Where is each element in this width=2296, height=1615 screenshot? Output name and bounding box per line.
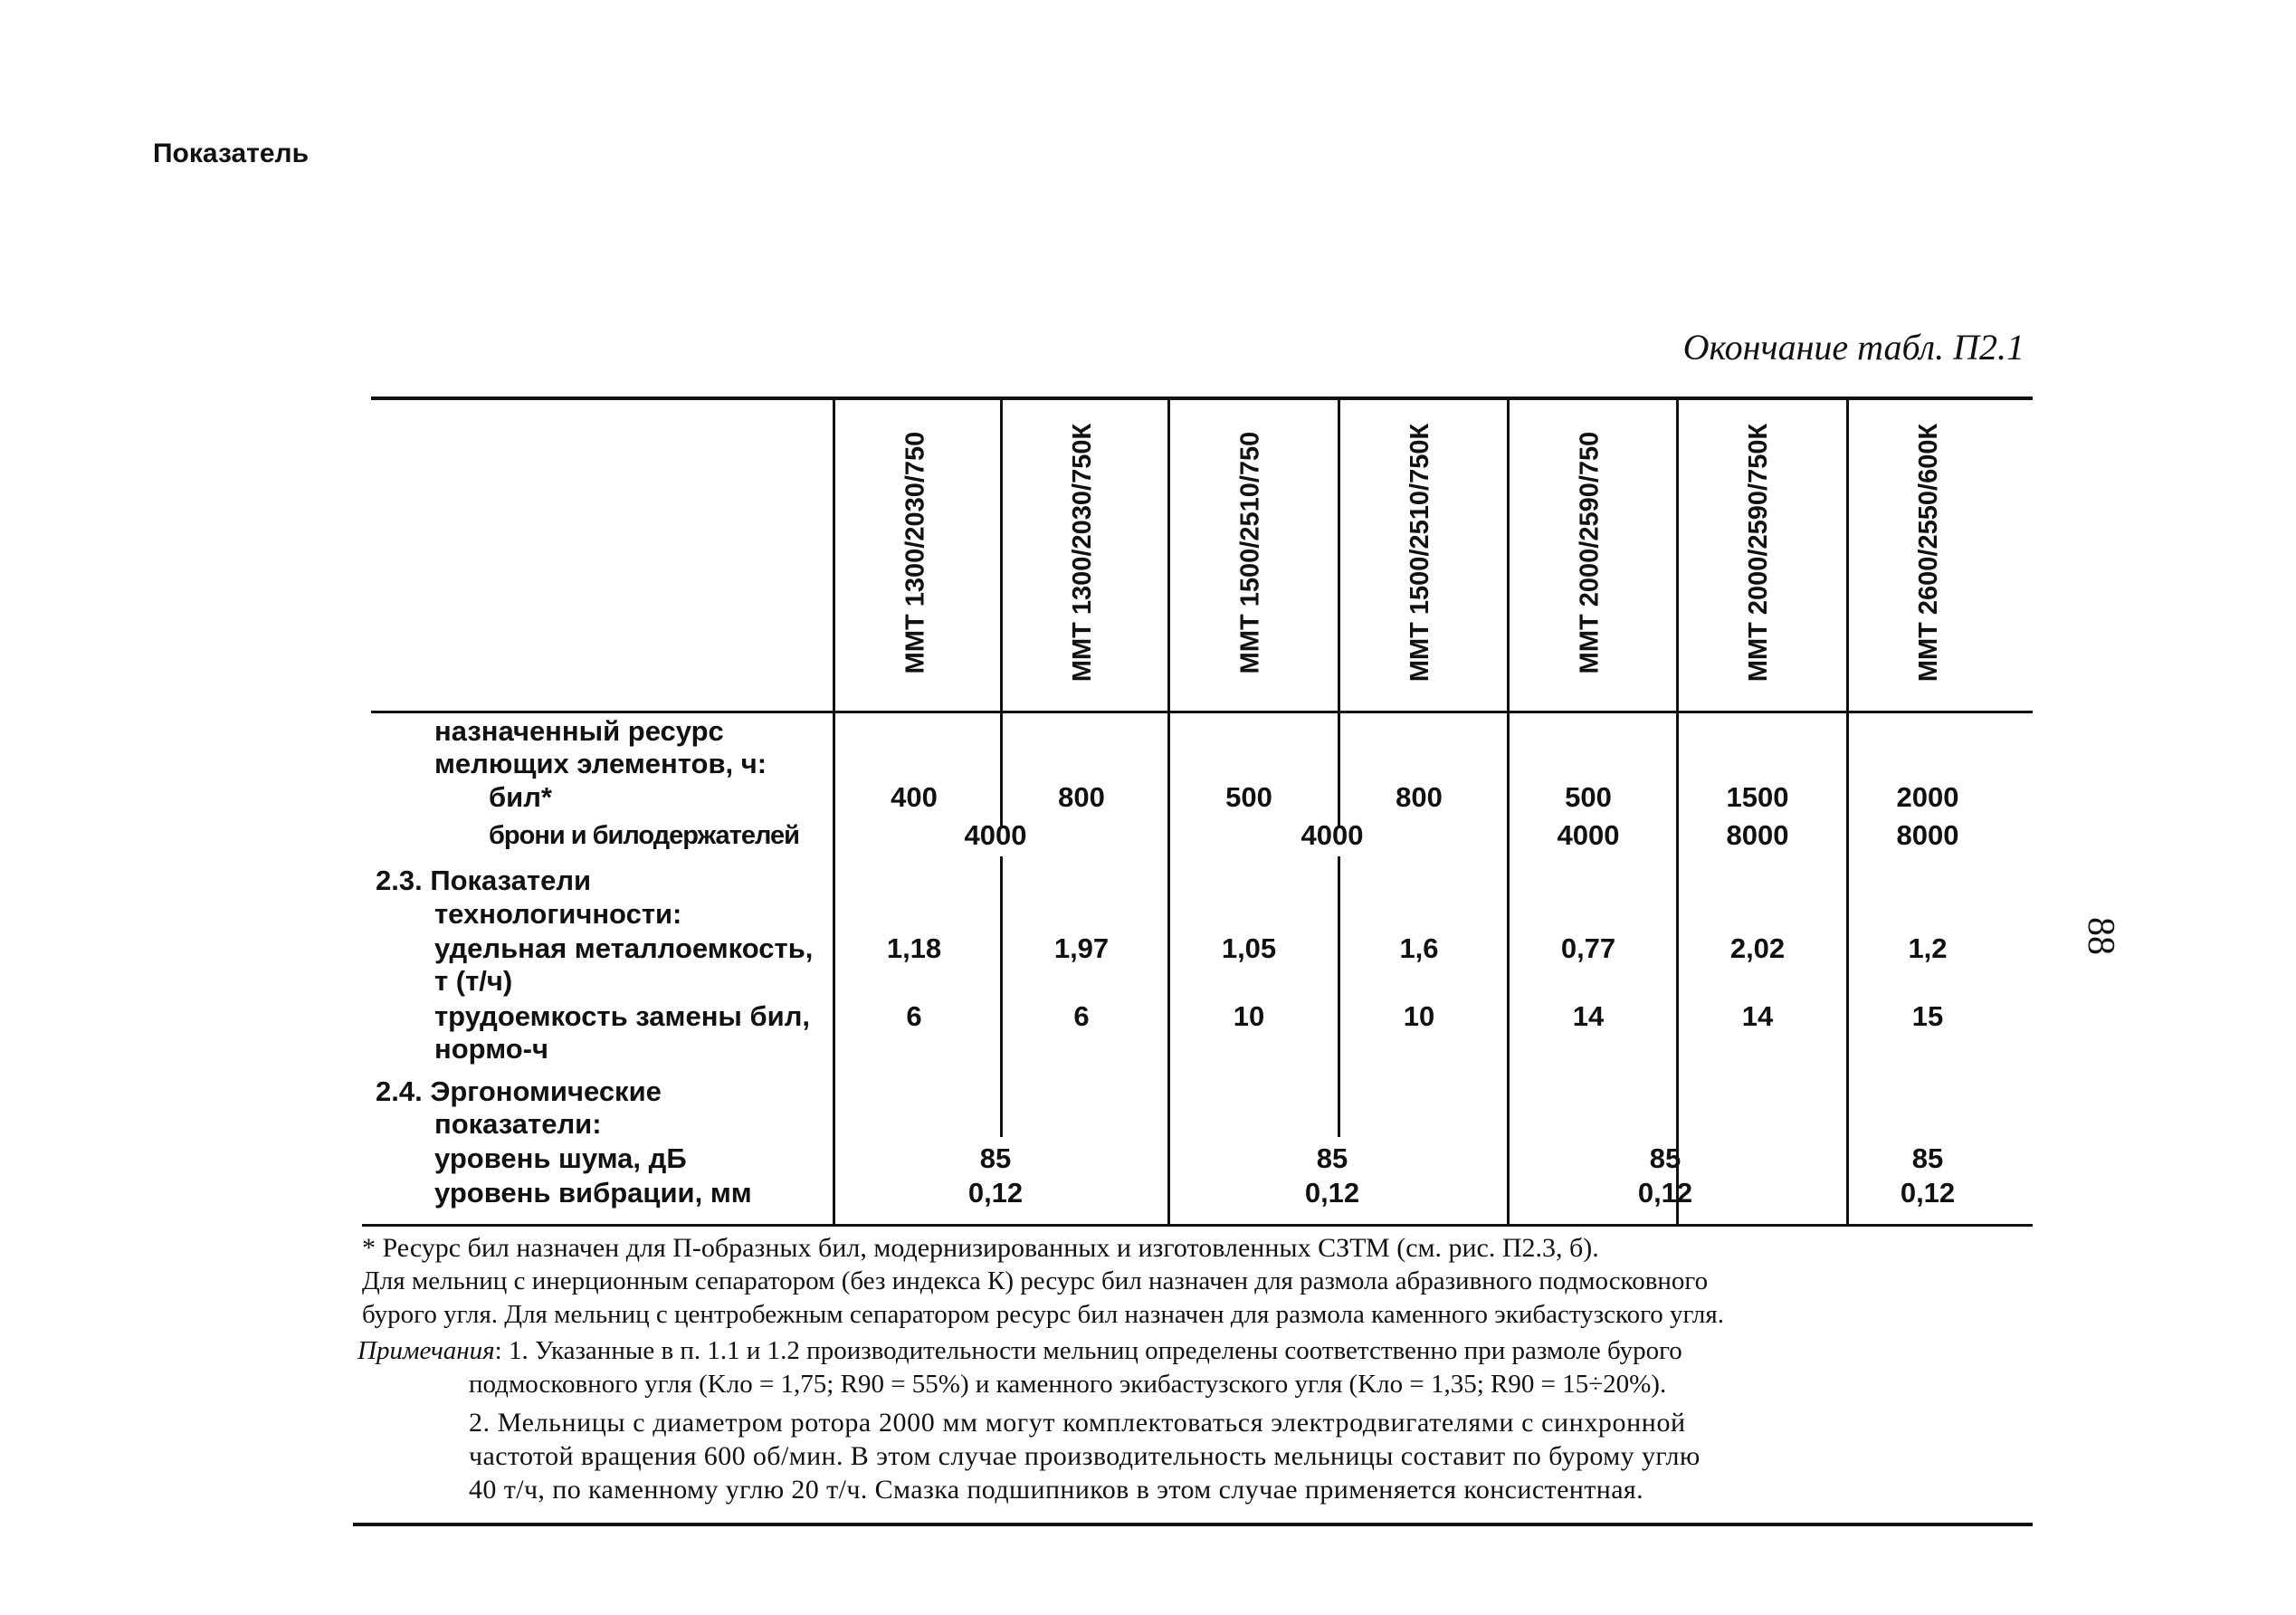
table-cell: 4000 bbox=[1300, 819, 1364, 851]
footnote-line: Для мельниц с инерционным сепаратором (без индекса К) ресурс бил назначен для размола абразивного подмосковного bbox=[362, 1266, 1709, 1295]
footnote-line: * Ресурс бил назначен для П-образных бил, модернизированных и изготовленных СЗТМ (см. рис. П2.3, б). bbox=[362, 1233, 1599, 1263]
row-label: трудоемкость замены бил, bbox=[434, 1000, 811, 1032]
table-cell: 0,77 bbox=[1560, 932, 1616, 964]
table-cell: 800 bbox=[1058, 781, 1105, 813]
table-cell: 0,12 bbox=[1637, 1177, 1693, 1209]
notes-line: частотой вращения 600 об/мин. В этом случае производительность мельницы составит по бурому углю bbox=[469, 1441, 1701, 1471]
column-header: ММТ 1500/2510/750 bbox=[1235, 431, 1265, 674]
section-heading: показатели: bbox=[434, 1108, 602, 1140]
table-cell: 15 bbox=[1911, 1000, 1944, 1032]
row-label: нормо-ч bbox=[434, 1033, 548, 1065]
section-heading: 2.3. Показатели bbox=[376, 865, 592, 896]
row-label: уровень вибрации, мм bbox=[434, 1177, 752, 1209]
row-label: уровень шума, дБ bbox=[434, 1142, 687, 1174]
section-heading: технологичности: bbox=[434, 898, 682, 930]
table-cell: 1,18 bbox=[886, 932, 942, 964]
table-cell: 14 bbox=[1572, 1000, 1605, 1032]
table-cell: 500 bbox=[1225, 781, 1272, 813]
table-cell: 0,12 bbox=[967, 1177, 1024, 1209]
footnote-line: бурого угля. Для мельниц с центробежным сепаратором ресурс бил назначен для размола каменного экибастузского угля. bbox=[362, 1300, 1724, 1329]
table-cell: 0,12 bbox=[1304, 1177, 1360, 1209]
table-cell: 85 bbox=[979, 1142, 1012, 1174]
table-cell: 1,97 bbox=[1053, 932, 1110, 964]
notes-line: 40 т/ч, по каменному углю 20 т/ч. Смазка подшипников в этом случае применяется консистентная. bbox=[469, 1475, 1644, 1505]
table-cell: 4000 bbox=[964, 819, 1027, 851]
notes-line: подмосковного угля (Kло = 1,75; R90 = 55%) и каменного экибастузского угля (Kло = 1,35; R90 = 15÷20%). bbox=[469, 1370, 1667, 1399]
notes-label: Примечания bbox=[357, 1336, 495, 1365]
table-cell: 14 bbox=[1741, 1000, 1774, 1032]
column-header: ММТ 2600/2550/600К bbox=[1914, 423, 1944, 682]
row-label: назначенный ресурс bbox=[434, 715, 724, 747]
column-header: ММТ 1300/2030/750К bbox=[1068, 423, 1098, 682]
table-cell: 1500 bbox=[1726, 781, 1789, 813]
table-cell: 6 bbox=[1073, 1000, 1090, 1032]
row-label: брони и билодержателей bbox=[489, 821, 799, 850]
table-cell: 400 bbox=[891, 781, 938, 813]
col-divider-partial bbox=[1338, 713, 1340, 827]
notes-line: 2. Мельницы с диаметром ротора 2000 мм могут комплектоваться электродвигателями с синхронной bbox=[469, 1408, 1686, 1438]
section-heading: 2.4. Эргономические bbox=[376, 1075, 662, 1107]
row-label: бил* bbox=[489, 781, 552, 813]
table-bottom-rule bbox=[362, 1224, 2033, 1227]
table-cell: 1,05 bbox=[1221, 932, 1277, 964]
col-divider-partial bbox=[1000, 856, 1003, 1137]
table-cell: 85 bbox=[1649, 1142, 1682, 1174]
table-cell: 800 bbox=[1396, 781, 1443, 813]
table-cell: 8000 bbox=[1896, 819, 1959, 851]
table-caption: Окончание табл. П2.1 bbox=[1682, 327, 2024, 368]
table-cell: 500 bbox=[1565, 781, 1612, 813]
table-cell: 6 bbox=[906, 1000, 922, 1032]
row-label: мелющих элементов, ч: bbox=[434, 748, 767, 779]
table-cell: 85 bbox=[1911, 1142, 1944, 1174]
table-cell: 0,12 bbox=[1900, 1177, 1956, 1209]
table-cell: 85 bbox=[1316, 1142, 1348, 1174]
header-bottom-rule bbox=[371, 711, 2033, 713]
parameter-column-header: Показатель bbox=[152, 139, 310, 168]
row-label: удельная металлоемкость, bbox=[434, 932, 814, 964]
column-header: ММТ 2000/2590/750 bbox=[1575, 431, 1605, 674]
row-label: т (т/ч) bbox=[434, 965, 513, 997]
col-divider-partial bbox=[1000, 713, 1003, 827]
table-cell: 10 bbox=[1233, 1000, 1265, 1032]
page-number: 88 bbox=[2080, 917, 2121, 955]
table-cell: 1,6 bbox=[1399, 932, 1439, 964]
table-cell: 2000 bbox=[1896, 781, 1959, 813]
column-header: ММТ 1300/2030/750 bbox=[900, 431, 930, 674]
table-cell: 1,2 bbox=[1908, 932, 1948, 964]
table-cell: 8000 bbox=[1726, 819, 1789, 851]
notes-bottom-rule bbox=[353, 1523, 2033, 1526]
notes-line bbox=[357, 1334, 1682, 1368]
column-header: ММТ 2000/2590/750К bbox=[1744, 423, 1774, 682]
note-1-text: : 1. Указанные в п. 1.1 и 1.2 производительности мельниц определены соответственно при размоле бурого bbox=[494, 1336, 1682, 1365]
column-header: ММТ 1500/2510/750К bbox=[1405, 423, 1435, 682]
table-cell: 4000 bbox=[1557, 819, 1620, 851]
col-divider-partial bbox=[1338, 856, 1340, 1137]
table-cell: 2,02 bbox=[1729, 932, 1786, 964]
table-cell: 10 bbox=[1403, 1000, 1435, 1032]
